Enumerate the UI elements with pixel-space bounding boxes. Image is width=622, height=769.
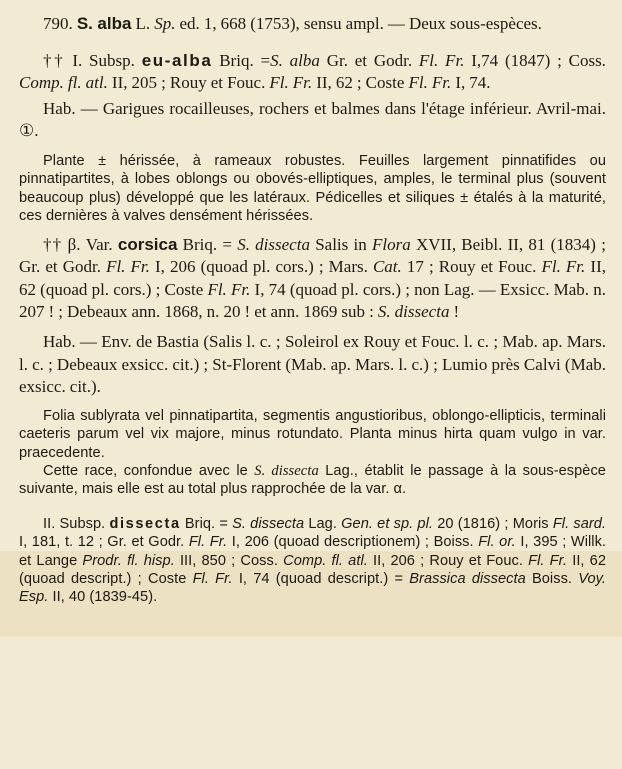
subsp1-heading: †† I. Subsp. eu-alba Briq. =S. alba Gr. et Godr. Fl. Fr. I,74 (1847) ; Coss. Comp. fl. atl. II, 205 ; Rouy et Fouc. Fl. Fr. II, 62 ; Coste Fl. Fr. I, 74. (19, 50, 606, 93)
var-corsica-note: Cette race, confondue avec le S. dissecta Lag., établit le passage à la sous-espèce suivante, mais elle est au total plus rapprochée de la var. α. (19, 462, 606, 498)
var-corsica-name: corsica (117, 234, 178, 254)
subsp1-habitat: Hab. — Garigues rocailleuses, rochers et balmes dans l'étage inférieur. Avril-mai. ①. (19, 98, 606, 141)
species-ref-rest: ed. 1, 668 (1753), sensu ampl. — Deux sous-espèces. (179, 14, 542, 33)
subsp2-mark: II. Subsp. (43, 515, 106, 532)
species-ref-italic: Sp. (154, 14, 176, 33)
species-heading (19, 13, 606, 36)
subsp1-syn: S. alba (270, 50, 320, 70)
subsp2-heading: II. Subsp. dissecta Briq. = S. dissecta Lag. Gen. et sp. pl. 20 (1816) ; Moris Fl. sard. I, 181, t. 12 ; Gr. et Godr. Fl. Fr. I, 206 (quoad descriptionem) ; Boiss. Fl. or. I, 395 ; Willk. et Lange Prodr. fl. hisp. III, 850 ; Coss. Comp. fl. atl. II, 206 ; Rouy et Fouc. Fl. Fr. II, 62 (quoad descript.) ; Coste Fl. Fr. I, 74 (quoad descript.) = Brassica dissecta Boiss. Voy. Esp. II, 40 (1839-45). (19, 515, 607, 606)
subsp1-author: Briq. = (219, 50, 271, 70)
var-corsica-mark: †† β. Var. (43, 234, 113, 254)
var-corsica-habitat: Hab. — Env. de Bastia (Salis l. c. ; Soleirol ex Rouy et Fouc. l. c. ; Mab. ap. Mars. l. c. ; Debeaux exsicc. cit.) ; St-Florent (Mab. ap. Mars. l. c.) ; Lumio près Calvi (Mab. exsicc. cit.). (19, 331, 606, 397)
var-corsica-heading: †† β. Var. corsica Briq. = S. dissecta Salis in Flora XVII, Beibl. II, 81 (1834) ; Gr. et Godr. Fl. Fr. I, 206 (quoad pl. cors.) ; Mars. Cat. 17 ; Rouy et Fouc. Fl. Fr. II, 62 (quoad pl. cors.) ; Coste Fl. Fr. I, 74 (quoad pl. cors.) ; non Lag. — Exsicc. Mab. n. 207 ! ; Debeaux ann. 1868, n. 20 ! et ann. 1869 sub : S. dissecta ! (19, 234, 606, 322)
species-author: L. (135, 14, 151, 33)
subsp1-name: eu-alba (141, 50, 213, 70)
subsp1-mark: †† I. Subsp. (43, 50, 135, 70)
subsp1-description: Plante ± hérissée, à rameaux robustes. Feuilles largement pinnatifides ou pinnatipartites, à lobes oblongs ou obovés-elliptiques, amples, le terminal plus (souvent beaucoup plus) développé que les latéraux. Pédicelles et siliques ± étalés à la maturité, ces dernières à valves densément hérissées. (19, 152, 606, 225)
species-name: S. alba (76, 14, 132, 33)
var-corsica-latin: Folia sublyrata vel pinnatipartita, segmentis angustioribus, oblongo-ellipticis, terminali caeteris parum vel vix majore, minus rotundato. Planta minus hirta quam vulgo in var. praecedente. (19, 407, 606, 461)
species-number: 790. (43, 14, 73, 33)
subsp2-name: dissecta (109, 515, 181, 532)
